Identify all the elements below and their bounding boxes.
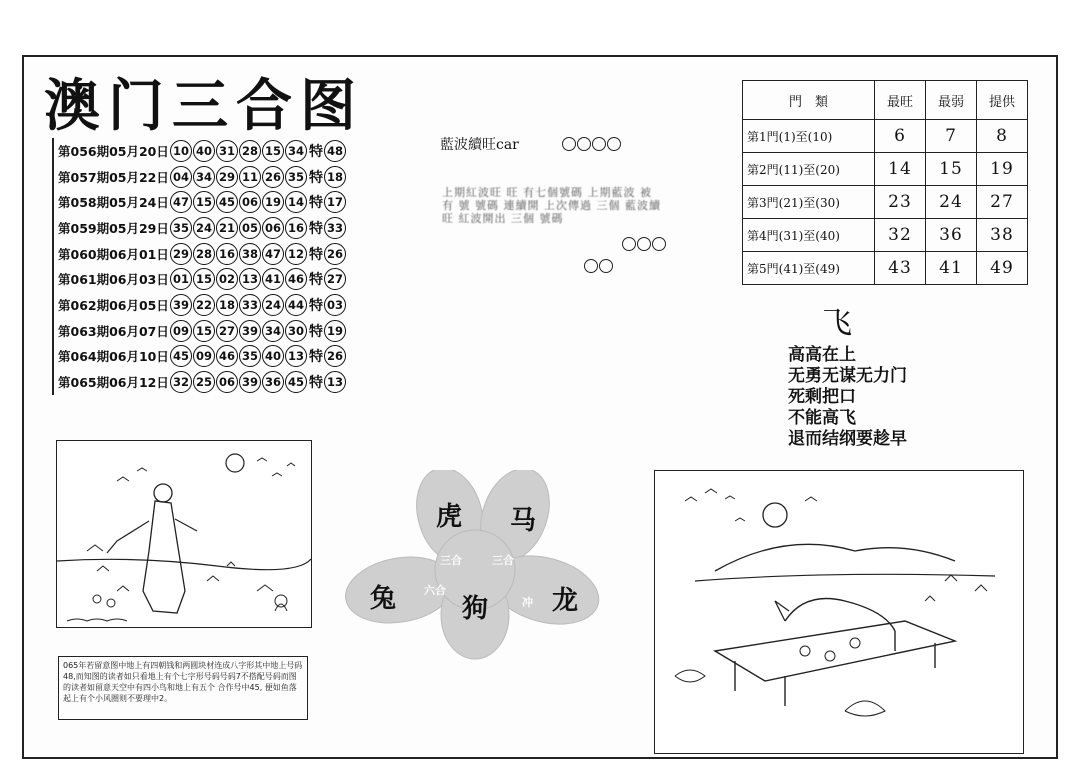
special-label: 特 — [309, 195, 323, 212]
result-row — [54, 266, 366, 292]
number-ball: 09 — [170, 320, 192, 342]
number-ball: 41 — [262, 268, 284, 290]
number-ball: 39 — [170, 294, 192, 316]
number-ball: 35 — [285, 166, 307, 188]
number-ball: 28 — [193, 243, 215, 265]
number-ball: 34 — [193, 166, 215, 188]
special-label: 特 — [309, 246, 323, 263]
special-label: 特 — [309, 323, 323, 340]
dot-icon — [622, 237, 636, 251]
number-ball: 06 — [216, 371, 238, 393]
number-ball: 45 — [216, 191, 238, 213]
table-row — [743, 120, 1028, 153]
results-list — [52, 138, 366, 395]
number-ball: 25 — [193, 371, 215, 393]
table-row — [743, 219, 1028, 252]
number-ball: 38 — [239, 243, 261, 265]
special-ball: 26 — [324, 345, 346, 367]
draw-label: 第059期05月29日 — [58, 220, 169, 236]
number-ball: 15 — [193, 320, 215, 342]
number-ball: 19 — [262, 191, 284, 213]
number-ball: 45 — [170, 345, 192, 367]
number-ball: 22 — [193, 294, 215, 316]
gate-value: 24 — [926, 186, 977, 219]
number-ball: 16 — [285, 217, 307, 239]
number-ball: 29 — [170, 243, 192, 265]
special-ball: 33 — [324, 217, 346, 239]
number-ball: 13 — [285, 345, 307, 367]
number-ball: 05 — [239, 217, 261, 239]
number-ball: 06 — [239, 191, 261, 213]
draw-label: 第058期05月24日 — [58, 195, 169, 211]
table-header: 最弱 — [926, 81, 977, 120]
number-ball: 01 — [170, 268, 192, 290]
result-row — [54, 215, 366, 241]
dot-icon — [652, 237, 666, 251]
draw-label: 第062期06月05日 — [58, 297, 169, 313]
gate-range: 第4門(31)至(40) — [743, 219, 875, 252]
number-ball: 26 — [262, 166, 284, 188]
hint-note: 065年若留意图中地上有四朝钱和两圆块材连成八字形其中地上号码48,而知图的读者如只看地上有个七字形号码号码7不搭配号码而图的读者如留意天空中有四小鸟和地上有五个 合作号中45, 便如鱼落起上有个小风圈则不要理中2。 — [58, 656, 308, 720]
fly-character: 飞 — [822, 306, 852, 341]
number-ball: 46 — [216, 345, 238, 367]
draw-label: 第057期05月22日 — [58, 169, 169, 185]
number-ball: 15 — [193, 191, 215, 213]
table-header: 提供 — [977, 81, 1028, 120]
gate-value: 8 — [977, 120, 1028, 153]
gate-range: 第2門(11)至(20) — [743, 153, 875, 186]
number-ball: 16 — [216, 243, 238, 265]
dot-icon — [562, 137, 576, 151]
result-row — [54, 344, 366, 370]
table-row — [743, 153, 1028, 186]
special-ball: 26 — [324, 243, 346, 265]
result-row — [54, 241, 366, 267]
number-ball: 12 — [285, 243, 307, 265]
number-ball: 02 — [216, 268, 238, 290]
special-ball: 19 — [324, 320, 346, 342]
number-ball: 10 — [170, 140, 192, 162]
tag-chong: 冲 — [522, 596, 533, 609]
circle-dots-3 — [584, 258, 614, 277]
gate-value: 32 — [875, 219, 926, 252]
result-row — [54, 292, 366, 318]
tag-sanhe-1: 三合 — [440, 554, 462, 567]
number-ball: 34 — [285, 140, 307, 162]
draw-label: 第063期06月07日 — [58, 323, 169, 339]
draw-label: 第056期05月20日 — [58, 143, 169, 159]
label-rabbit: 兔 — [370, 584, 397, 614]
special-label: 特 — [309, 349, 323, 366]
label-dragon: 龙 — [552, 586, 579, 616]
special-ball: 13 — [324, 371, 346, 393]
number-ball: 15 — [262, 140, 284, 162]
flower-shape — [340, 470, 610, 660]
lady-illustration — [56, 440, 312, 628]
number-ball: 28 — [239, 140, 261, 162]
gate-value: 27 — [977, 186, 1028, 219]
circle-dots — [562, 136, 622, 155]
label-horse: 马 — [510, 506, 537, 536]
blue-wave-label: 藍波續旺car — [440, 137, 519, 153]
number-ball: 32 — [170, 371, 192, 393]
gate-value: 49 — [977, 252, 1028, 285]
tag-sanhe-2: 三合 — [492, 554, 514, 567]
label-tiger: 虎 — [436, 502, 463, 532]
gate-range: 第5門(41)至(49) — [743, 252, 875, 285]
dot-icon — [592, 137, 606, 151]
number-ball: 18 — [216, 294, 238, 316]
dot-icon — [599, 259, 613, 273]
number-ball: 34 — [262, 320, 284, 342]
lady-drawing — [57, 441, 311, 627]
draw-label: 第065期06月12日 — [58, 375, 169, 391]
gate-value: 23 — [875, 186, 926, 219]
draw-label: 第061期06月03日 — [58, 272, 169, 288]
gate-value: 38 — [977, 219, 1028, 252]
result-row — [54, 369, 366, 395]
dot-icon — [607, 137, 621, 151]
page-title: 澳门三合图 — [44, 73, 364, 139]
poem — [788, 345, 907, 450]
special-label: 特 — [309, 297, 323, 314]
number-ball: 04 — [170, 166, 192, 188]
number-ball: 15 — [193, 268, 215, 290]
number-ball: 44 — [285, 294, 307, 316]
gate-value: 36 — [926, 219, 977, 252]
number-ball: 47 — [170, 191, 192, 213]
number-ball: 35 — [170, 217, 192, 239]
dot-icon — [584, 259, 598, 273]
number-ball: 06 — [262, 217, 284, 239]
number-ball: 21 — [216, 217, 238, 239]
gate-range: 第1門(1)至(10) — [743, 120, 875, 153]
label-dog: 狗 — [462, 594, 489, 624]
result-row — [54, 318, 366, 344]
gate-value: 19 — [977, 153, 1028, 186]
number-ball: 27 — [216, 320, 238, 342]
number-ball: 40 — [262, 345, 284, 367]
fox-illustration — [654, 470, 1024, 754]
draw-label: 第064期06月10日 — [58, 349, 169, 365]
gate-value: 43 — [875, 252, 926, 285]
result-row — [54, 138, 366, 164]
dot-icon — [577, 137, 591, 151]
draw-label: 第060期06月01日 — [58, 246, 169, 262]
gate-value: 15 — [926, 153, 977, 186]
number-ball: 30 — [285, 320, 307, 342]
number-ball: 47 — [262, 243, 284, 265]
number-ball: 35 — [239, 345, 261, 367]
gate-value: 14 — [875, 153, 926, 186]
number-ball: 45 — [285, 371, 307, 393]
result-row — [54, 189, 366, 215]
special-ball: 03 — [324, 294, 346, 316]
poem-line: 高高在上 — [788, 345, 856, 365]
gate-value: 41 — [926, 252, 977, 285]
special-label: 特 — [309, 220, 323, 237]
number-ball: 39 — [239, 320, 261, 342]
special-label: 特 — [309, 143, 323, 160]
zodiac-flower — [340, 470, 610, 660]
number-ball: 24 — [262, 294, 284, 316]
result-row — [54, 164, 366, 190]
gate-value: 7 — [926, 120, 977, 153]
special-label: 特 — [309, 169, 323, 186]
number-ball: 29 — [216, 166, 238, 188]
fox-drawing — [655, 471, 1023, 753]
number-ball: 31 — [216, 140, 238, 162]
number-ball: 46 — [285, 268, 307, 290]
number-ball: 13 — [239, 268, 261, 290]
number-ball: 33 — [239, 294, 261, 316]
special-ball: 27 — [324, 268, 346, 290]
number-ball: 14 — [285, 191, 307, 213]
poem-line: 死剩把口 — [788, 387, 856, 407]
gate-range: 第3門(21)至(30) — [743, 186, 875, 219]
table-row — [743, 252, 1028, 285]
circle-dots-2 — [622, 236, 667, 255]
special-label: 特 — [309, 375, 323, 392]
special-ball: 18 — [324, 166, 346, 188]
table-header: 最旺 — [875, 81, 926, 120]
special-ball: 48 — [324, 140, 346, 162]
special-ball: 17 — [324, 191, 346, 213]
dot-icon — [637, 237, 651, 251]
number-ball: 39 — [239, 371, 261, 393]
table-row — [743, 186, 1028, 219]
poem-line: 退而结纲要趁早 — [788, 429, 907, 449]
number-ball: 40 — [193, 140, 215, 162]
number-ball: 36 — [262, 371, 284, 393]
special-label: 特 — [309, 272, 323, 289]
table-header: 門 類 — [743, 81, 875, 120]
number-ball: 11 — [239, 166, 261, 188]
number-ball: 09 — [193, 345, 215, 367]
tag-liuhe: 六合 — [424, 584, 446, 597]
poem-line: 无勇无谋无力门 — [788, 366, 907, 386]
blurred-text: 上期紅波旺 旺 有七個號碼 上期藍波 被 有 號 號碼 連續開 上次傳過 三個 藍波續旺 紅波開出 三個 號碼 — [442, 186, 661, 225]
number-ball: 24 — [193, 217, 215, 239]
gate-table — [742, 80, 1028, 285]
poem-line: 不能高飞 — [788, 408, 856, 428]
gate-value: 6 — [875, 120, 926, 153]
